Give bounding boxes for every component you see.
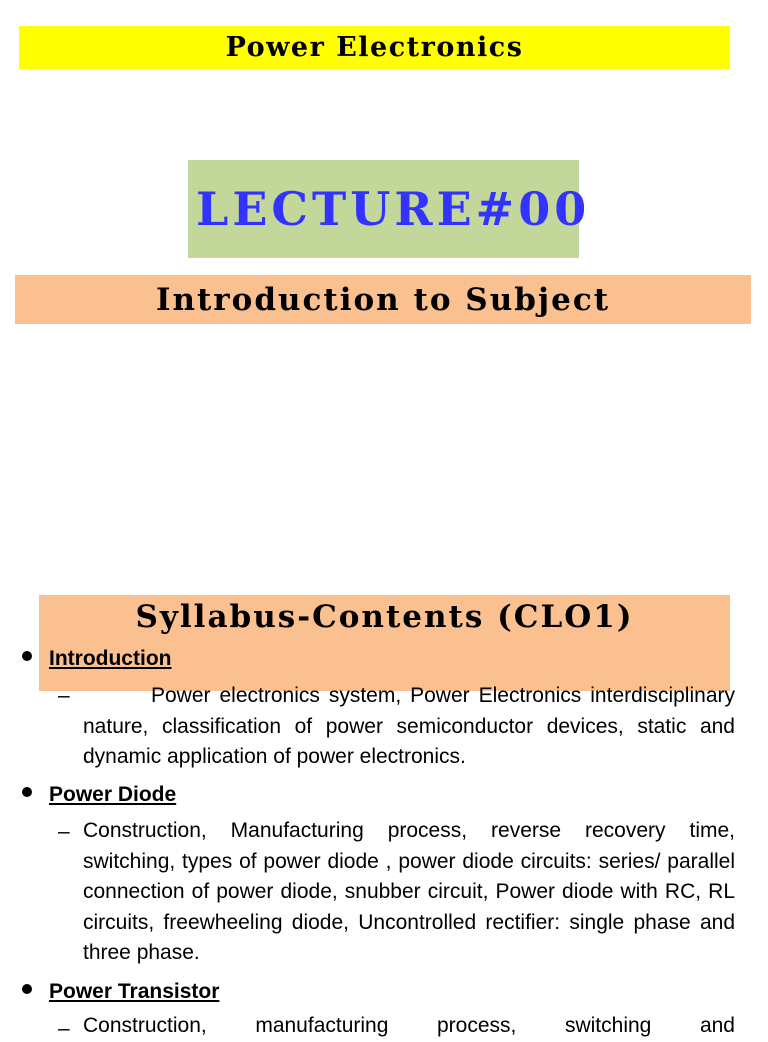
dash-icon: –	[58, 1017, 70, 1040]
section-heading-power-diode: Power Diode	[49, 783, 177, 806]
lecture-number-box	[188, 160, 591, 258]
section-text-power-transistor: Construction, manufacturing process, switching and	[83, 1014, 735, 1037]
section-text-introduction: Power electronics system, Power Electronics interdisciplinary nature, classification of power semiconductor devices, static and dynamic application of power electronics.	[83, 684, 735, 768]
section-heading-introduction: Introduction	[49, 647, 172, 670]
bullet-icon	[22, 984, 32, 994]
section-text-power-diode: Construction, Manufacturing process, reverse recovery time, switching, types of power diode , power diode circuits: series/ parallel connection of power diode, snubber circuit, Power diode with RC, RL circuits, freewheeling diode, Uncontrolled rectifier: single phase and three phase.	[83, 819, 735, 964]
syllabus-title-banner	[39, 595, 730, 691]
syllabus-title: Syllabus-Contents (CLO1)	[135, 599, 634, 635]
bullet-icon	[22, 787, 32, 797]
dash-icon: –	[58, 820, 70, 843]
course-title: Power Electronics	[225, 32, 524, 63]
bullet-icon	[22, 651, 32, 661]
lecture-subtitle: Introduction to Subject	[155, 281, 611, 318]
lecture-label: LECTURE#00	[196, 182, 591, 236]
section-heading-power-transistor: Power Transistor	[49, 980, 220, 1003]
lecture-subtitle-banner	[15, 275, 751, 324]
course-title-banner	[19, 26, 730, 69]
dash-icon: –	[58, 684, 70, 707]
